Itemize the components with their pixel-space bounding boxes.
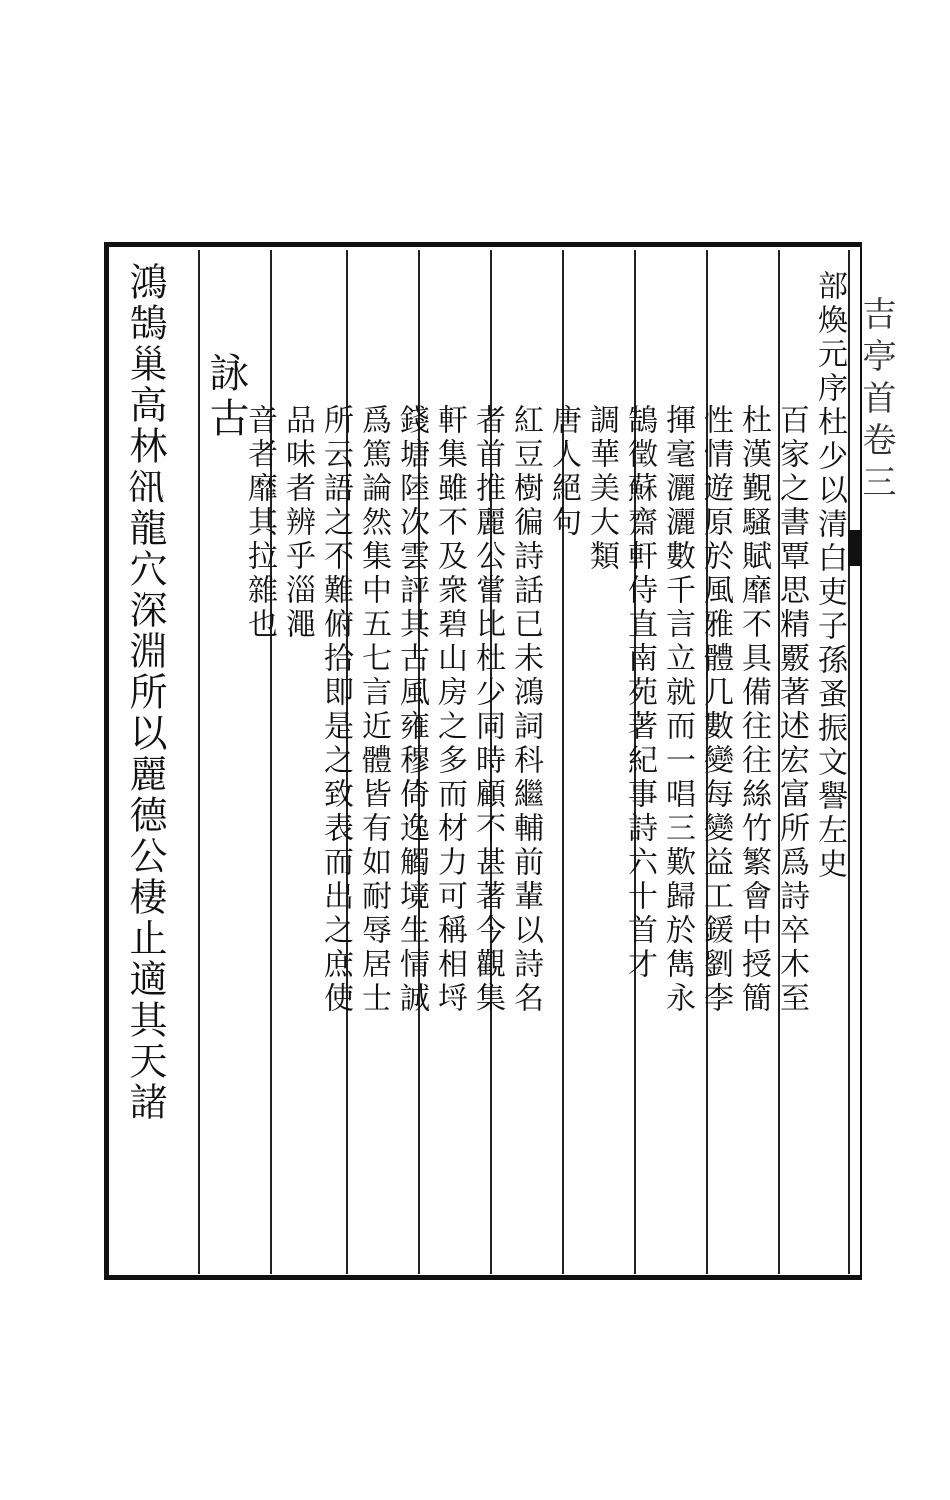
text-column-13: 爲篤論然集中五七言近體皆有如耐辱居士 — [356, 404, 391, 1016]
column-rule — [848, 250, 850, 1274]
text-column-2: 百家之書覃思精覈著述宏富所爲詩卒木至 — [774, 404, 809, 1016]
column-rule — [198, 250, 200, 1274]
fishtail-mark — [848, 530, 860, 566]
text-column-12: 錢塘陸次雲評其古風雍穆倚逸觸境生情誠 — [394, 404, 429, 1016]
section-heading: 詠古 — [203, 352, 249, 442]
poem-column: 鴻鵠巢高林𧮬龍穴深淵所以麗德公棲止適其天諸 — [123, 262, 167, 1123]
text-column-9: 紅豆樹徧詩話已未鴻詞科繼輔前輩以詩名 — [508, 404, 543, 1016]
text-column-5: 揮毫灑灑數千言立就而一唱三歎歸於雋永 — [660, 404, 695, 1016]
text-column-16: 音者靡其拉雜也 — [242, 404, 277, 642]
text-column-7: 調華美大類 — [584, 404, 619, 574]
text-column-1: 部煥元序杜少以清白吏子孫蚤振文譽左史 — [812, 270, 847, 882]
text-column-10: 者首推麗公嘗比杜少同時顧不甚著今觀集 — [470, 404, 505, 1016]
text-column-14: 所云語之不難俯拾即是之致表而出之庶使 — [318, 404, 353, 1016]
margin-fragment: 吉亭首卷三 — [856, 296, 896, 506]
text-column-4: 性情遊原於風雅體几數變每變益工鍰劉李 — [698, 404, 733, 1016]
text-column-11: 軒集雖不及衆碧山房之多而材力可稱相埒 — [432, 404, 467, 1016]
text-column-15: 品味者辨乎淄澠 — [280, 404, 315, 642]
text-column-3: 杜漢覲騷賦靡不具備往往絲竹繁會中授簡 — [736, 404, 771, 1016]
text-column-8: 唐人絕句 — [546, 404, 581, 540]
text-column-6: 鵠徵蘇齋軒侍直南苑著紀事詩六十首才 — [622, 404, 657, 982]
